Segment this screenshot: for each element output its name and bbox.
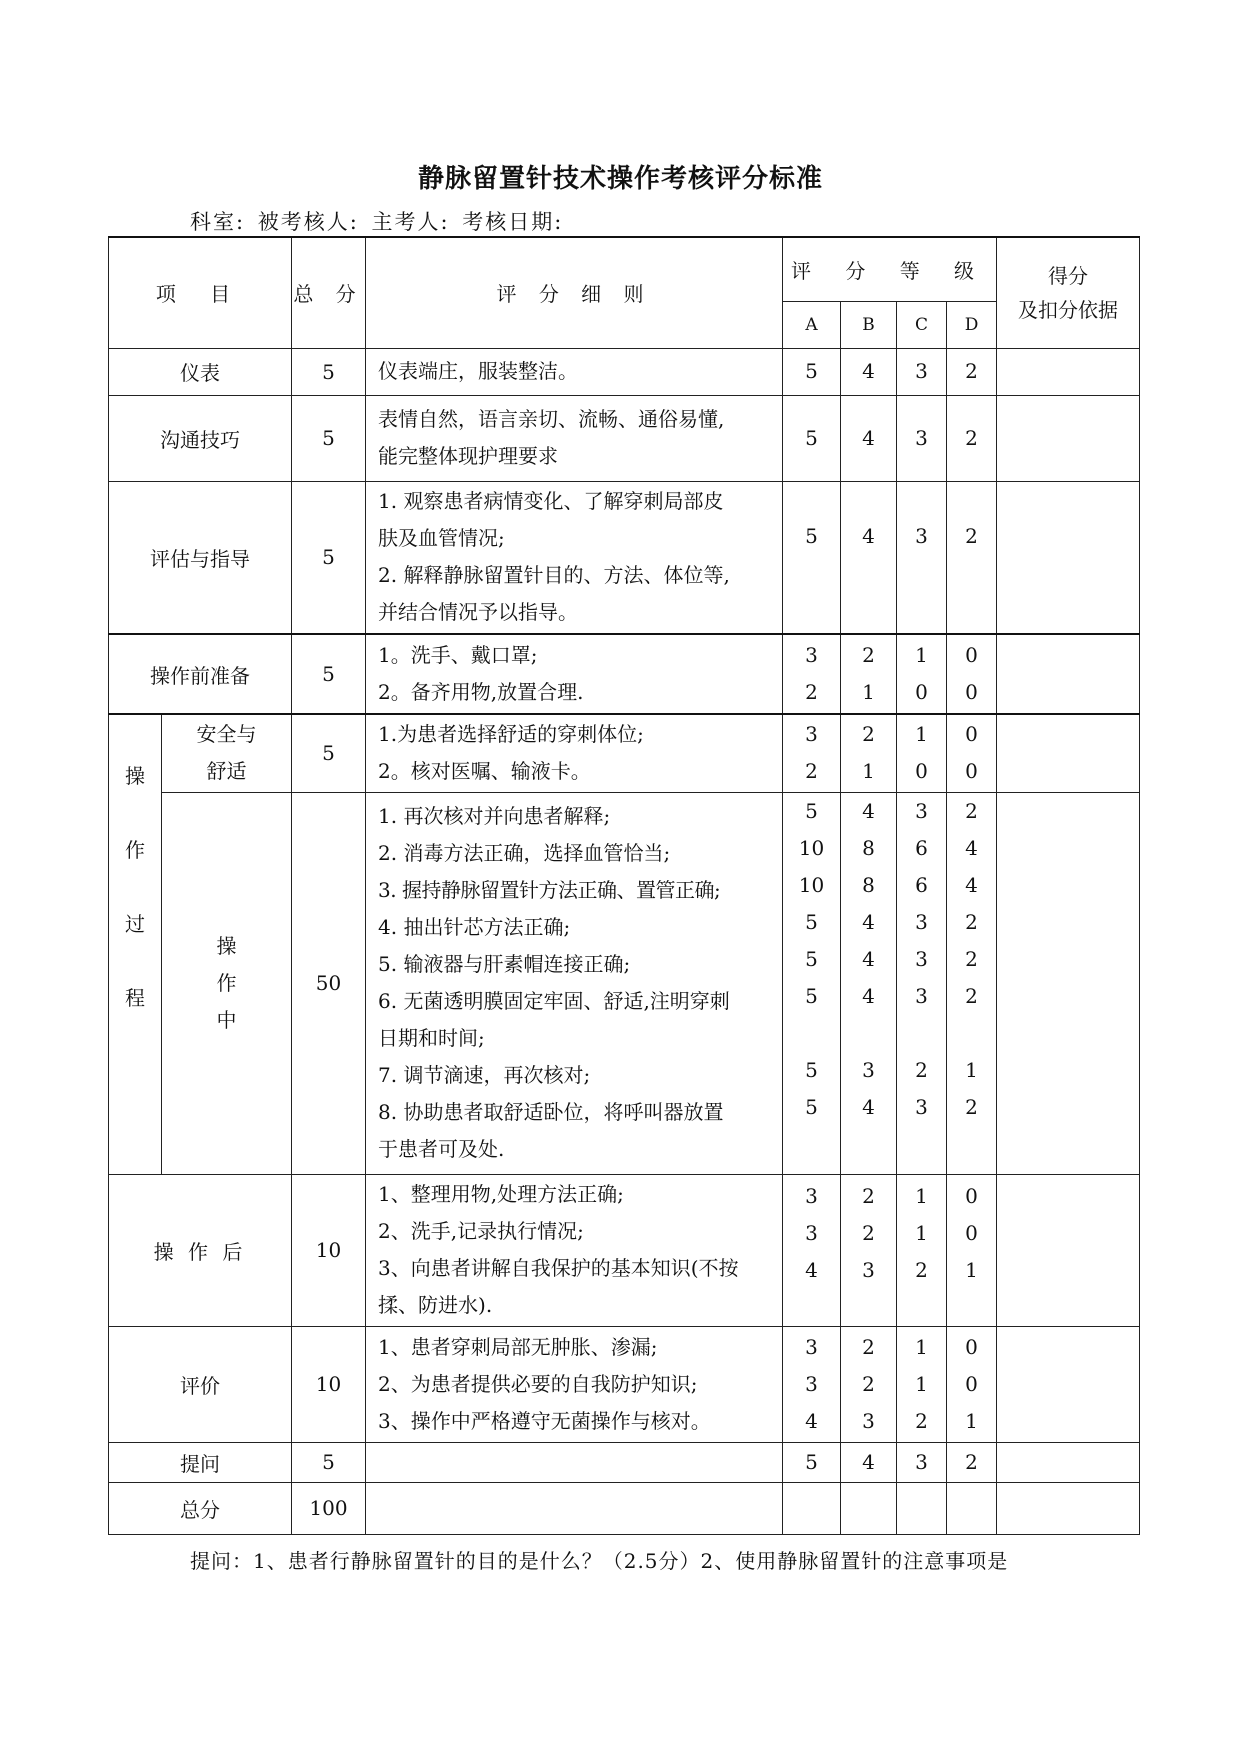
grade-value: 1 [915,643,928,667]
grade-value: 2 [915,1408,928,1433]
score-cell[interactable] [997,792,1140,1174]
row-total: 10 [292,1326,366,1442]
grade-value: 4 [965,872,978,897]
scoring-table [108,236,1140,1535]
grade-value: 4 [965,835,978,860]
table-row-total [109,1482,1140,1534]
grade-value: 2 [965,1094,978,1119]
grade-spacer [947,1015,996,1052]
grade-spacer [783,1015,840,1052]
table-row [109,395,1140,481]
grade-value: 0 [915,680,928,704]
meta-examinee: 被考核人: [257,210,359,234]
table-row [109,792,1140,1174]
grade-value: 3 [805,1371,818,1396]
detail-line: 1。洗手、戴口罩; [378,643,538,667]
grade-value: 1 [862,759,875,784]
score-cell[interactable] [997,1482,1140,1534]
header-detail: 评 分 细 则 [366,237,783,348]
detail-line: 1、患者穿刺局部无肿胀、渗漏; [378,1334,658,1359]
grade-value: 3 [915,983,928,1008]
grade-value: 2 [862,1220,875,1245]
header-score-line2: 及扣分依据 [1018,297,1119,322]
detail-line: 3、向患者讲解自我保护的基本知识(不按 [378,1256,739,1280]
score-cell[interactable] [997,348,1140,395]
detail-line: 7. 调节滴速，再次核对; [378,1063,591,1087]
detail-line: 仪表端庄，服装整洁。 [378,359,579,383]
sub-item-safety [162,714,292,792]
grade-c [897,1326,947,1442]
detail-line: 能完整体现护理要求 [378,444,559,468]
row-item: 仪表 [109,348,292,395]
grade-value: 2 [805,680,818,704]
grade-d [947,792,997,1174]
grade-c [897,1482,947,1534]
row-total: 5 [292,634,366,714]
grade-value: 6 [915,872,928,897]
grade-a [783,1482,841,1534]
grade-value: 1 [965,1057,978,1082]
row-total: 10 [292,1174,366,1326]
group-char: 过 [125,912,145,936]
row-total: 5 [292,481,366,634]
row-detail [366,1174,783,1326]
detail-line: 5. 输液器与肝素帽连接正确; [378,952,631,976]
detail-line: 日期和时间; [378,1026,485,1050]
detail-line: 表情自然，语言亲切、流畅、通俗易懂, [378,407,725,431]
grade-value: 4 [862,1094,875,1119]
grade-value: 5 [805,946,818,971]
grade-c [897,714,947,792]
grade-value: 3 [805,1183,818,1208]
grade-value: 2 [862,1371,875,1396]
row-detail [366,634,783,714]
row-item: 总分 [109,1482,292,1534]
grade-d [947,1174,997,1326]
grade-b [841,1326,897,1442]
grade-d: 2 [947,348,997,395]
grade-d [947,1482,997,1534]
meta-line [190,206,567,236]
row-detail [366,714,783,792]
table-row [109,1326,1140,1442]
table-row [109,634,1140,714]
grade-value: 2 [862,643,875,667]
grade-c [897,1174,947,1326]
grade-a [783,1326,841,1442]
row-detail [366,481,783,634]
grade-value: 3 [805,722,818,747]
grade-value: 2 [965,909,978,934]
header-score [997,237,1140,348]
grade-a: 5 [783,348,841,395]
grade-c: 3 [897,481,947,634]
grade-value: 1 [915,1220,928,1245]
grade-b: 4 [841,395,897,481]
grade-value: 8 [862,835,875,860]
grade-letter-c: C [897,301,947,348]
grade-value: 10 [798,835,825,860]
table-row [109,481,1140,634]
grade-value: 5 [805,909,818,934]
grade-spacer [841,1015,896,1052]
grade-d [947,634,997,714]
grade-value: 3 [862,1257,875,1282]
detail-line: 2、洗手,记录执行情况; [378,1219,584,1243]
row-total: 5 [292,714,366,792]
grade-value: 8 [862,872,875,897]
grade-a: 5 [783,1442,841,1482]
row-detail [366,1482,783,1534]
score-cell[interactable] [997,1326,1140,1442]
grade-d: 2 [947,395,997,481]
row-detail [366,348,783,395]
grade-letter-b: B [841,301,897,348]
grade-value: 0 [965,680,978,704]
score-cell[interactable] [997,634,1140,714]
grade-d: 2 [947,1442,997,1482]
grade-b [841,634,897,714]
grade-b [841,792,897,1174]
row-detail [366,395,783,481]
header-score-line1: 得分 [1048,263,1089,288]
grade-value: 0 [965,643,978,667]
row-item: 沟通技巧 [109,395,292,481]
grade-c [897,792,947,1174]
detail-line: 揉、防进水). [378,1293,493,1317]
row-detail [366,1326,783,1442]
row-total: 5 [292,348,366,395]
grade-a [783,1174,841,1326]
table-row [109,714,1140,792]
detail-line: 2、为患者提供必要的自我防护知识; [378,1371,698,1396]
grade-value: 5 [805,983,818,1008]
sub-item-line: 舒适 [206,759,247,784]
grade-b [841,714,897,792]
grade-value: 0 [965,1183,978,1208]
detail-line: 2。核对医嘱、输液卡。 [378,759,591,784]
grade-a [783,714,841,792]
sub-item-char: 中 [216,1007,237,1032]
grade-a [783,792,841,1174]
group-label-operation-process [109,714,162,1174]
grade-value: 4 [862,909,875,934]
grade-value: 1 [965,1408,978,1433]
grade-d [947,1326,997,1442]
detail-line: 1. 再次核对并向患者解释; [378,804,611,828]
grade-c: 3 [897,395,947,481]
detail-line: 4. 抽出针芯方法正确; [378,915,571,939]
detail-line: 于患者可及处. [378,1137,505,1161]
grade-value: 3 [862,1408,875,1433]
detail-line: 2。备齐用物,放置合理. [378,680,584,704]
grade-value: 2 [965,983,978,1008]
grade-b: 4 [841,348,897,395]
grade-value: 0 [965,1334,978,1359]
grade-value: 0 [965,722,978,747]
grade-c [897,634,947,714]
grade-b: 4 [841,1442,897,1482]
grade-value: 4 [862,983,875,1008]
detail-line: 并结合情况予以指导。 [378,600,579,625]
grade-value: 4 [862,798,875,823]
grade-value: 0 [965,1371,978,1396]
grade-value: 2 [965,798,978,823]
grade-value: 5 [805,1057,818,1082]
grade-letter-a: A [783,301,841,348]
row-detail [366,1442,783,1482]
grade-letter-d: D [947,301,997,348]
grade-value: 1 [915,1183,928,1208]
grade-value: 10 [798,872,825,897]
group-char: 程 [125,986,145,1010]
grade-value: 5 [805,1094,818,1119]
grade-value: 1 [965,1257,978,1282]
page-title: 静脉留置针技术操作考核评分标准 [417,164,823,194]
detail-line: 2. 解释静脉留置针目的、方法、体位等, [378,563,730,588]
score-cell[interactable] [997,395,1140,481]
score-cell[interactable] [997,481,1140,634]
score-cell[interactable] [997,714,1140,792]
row-detail [366,792,783,1174]
score-cell[interactable] [997,1442,1140,1482]
grade-value: 2 [862,1334,875,1359]
grade-spacer [897,1015,946,1052]
detail-line: 2. 消毒方法正确，选择血管恰当; [378,841,671,865]
grade-value: 0 [915,759,928,784]
grade-value: 4 [805,1257,818,1282]
grade-value: 0 [965,1220,978,1245]
sub-item-line: 安全与 [196,722,257,747]
group-char: 操 [125,764,145,788]
header-item: 项 目 [109,237,292,348]
grade-value: 2 [805,759,818,784]
group-char: 作 [125,838,145,862]
row-total: 100 [292,1482,366,1534]
grade-value: 1 [915,722,928,747]
grade-value: 3 [915,1094,928,1119]
grade-value: 3 [862,1057,875,1082]
meta-department: 科室: [190,210,246,234]
table-row [109,1174,1140,1326]
grade-value: 3 [805,1334,818,1359]
grade-a: 5 [783,395,841,481]
grade-value: 1 [862,680,875,704]
meta-date: 考核日期: [462,210,564,234]
row-total: 5 [292,1442,366,1482]
sub-item-char: 操 [216,933,237,958]
row-item: 提问 [109,1442,292,1482]
sub-item-char: 作 [216,970,237,995]
grade-value: 2 [915,1257,928,1282]
grade-value: 1 [915,1371,928,1396]
grade-b [841,1174,897,1326]
row-item: 操作前准备 [109,634,292,714]
grade-d: 2 [947,481,997,634]
grade-value: 2 [965,946,978,971]
grade-value: 3 [915,946,928,971]
detail-line: 肤及血管情况; [378,526,505,551]
meta-examiner: 主考人: [371,210,450,234]
table-row [109,348,1140,395]
detail-line: 3. 握持静脉留置针方法正确、置管正确; [378,878,721,902]
row-item: 评估与指导 [109,481,292,634]
detail-line: 1、整理用物,处理方法正确; [378,1182,624,1206]
grade-value: 3 [805,643,818,667]
grade-b [841,1482,897,1534]
header-total: 总 分 [292,237,366,348]
grade-value: 1 [915,1334,928,1359]
grade-d [947,714,997,792]
table-row [109,1442,1140,1482]
score-cell[interactable] [997,1174,1140,1326]
grade-value: 3 [915,909,928,934]
grade-value: 3 [805,1220,818,1245]
grade-b: 4 [841,481,897,634]
detail-line: 3、操作中严格遵守无菌操作与核对。 [378,1408,711,1433]
grade-value: 2 [862,1183,875,1208]
grade-a: 5 [783,481,841,634]
row-item: 评价 [109,1326,292,1442]
detail-line: 6. 无菌透明膜固定牢固、舒适,注明穿刺 [378,989,730,1013]
grade-c: 3 [897,1442,947,1482]
grade-value: 5 [805,798,818,823]
grade-value: 2 [915,1057,928,1082]
sub-item-during [162,792,292,1174]
footer-questions: 提问：1、患者行静脉留置针的目的是什么？（2.5分）2、使用静脉留置针的注意事项是 [190,1549,1009,1573]
grade-value: 2 [862,722,875,747]
detail-line: 8. 协助患者取舒适卧位，将呼叫器放置 [378,1100,724,1124]
row-total: 50 [292,792,366,1174]
detail-line: 1. 观察患者病情变化、了解穿刺局部皮 [378,489,724,514]
header-row [109,237,1140,301]
grade-value: 3 [915,798,928,823]
grade-value: 4 [805,1408,818,1433]
row-total: 5 [292,395,366,481]
row-item: 操 作 后 [109,1174,292,1326]
grade-value: 4 [862,946,875,971]
grade-value: 6 [915,835,928,860]
grade-a [783,634,841,714]
header-grade: 评 分 等 级 [783,237,997,301]
grade-c: 3 [897,348,947,395]
detail-line: 1.为患者选择舒适的穿刺体位; [378,722,644,747]
grade-value: 0 [965,759,978,784]
